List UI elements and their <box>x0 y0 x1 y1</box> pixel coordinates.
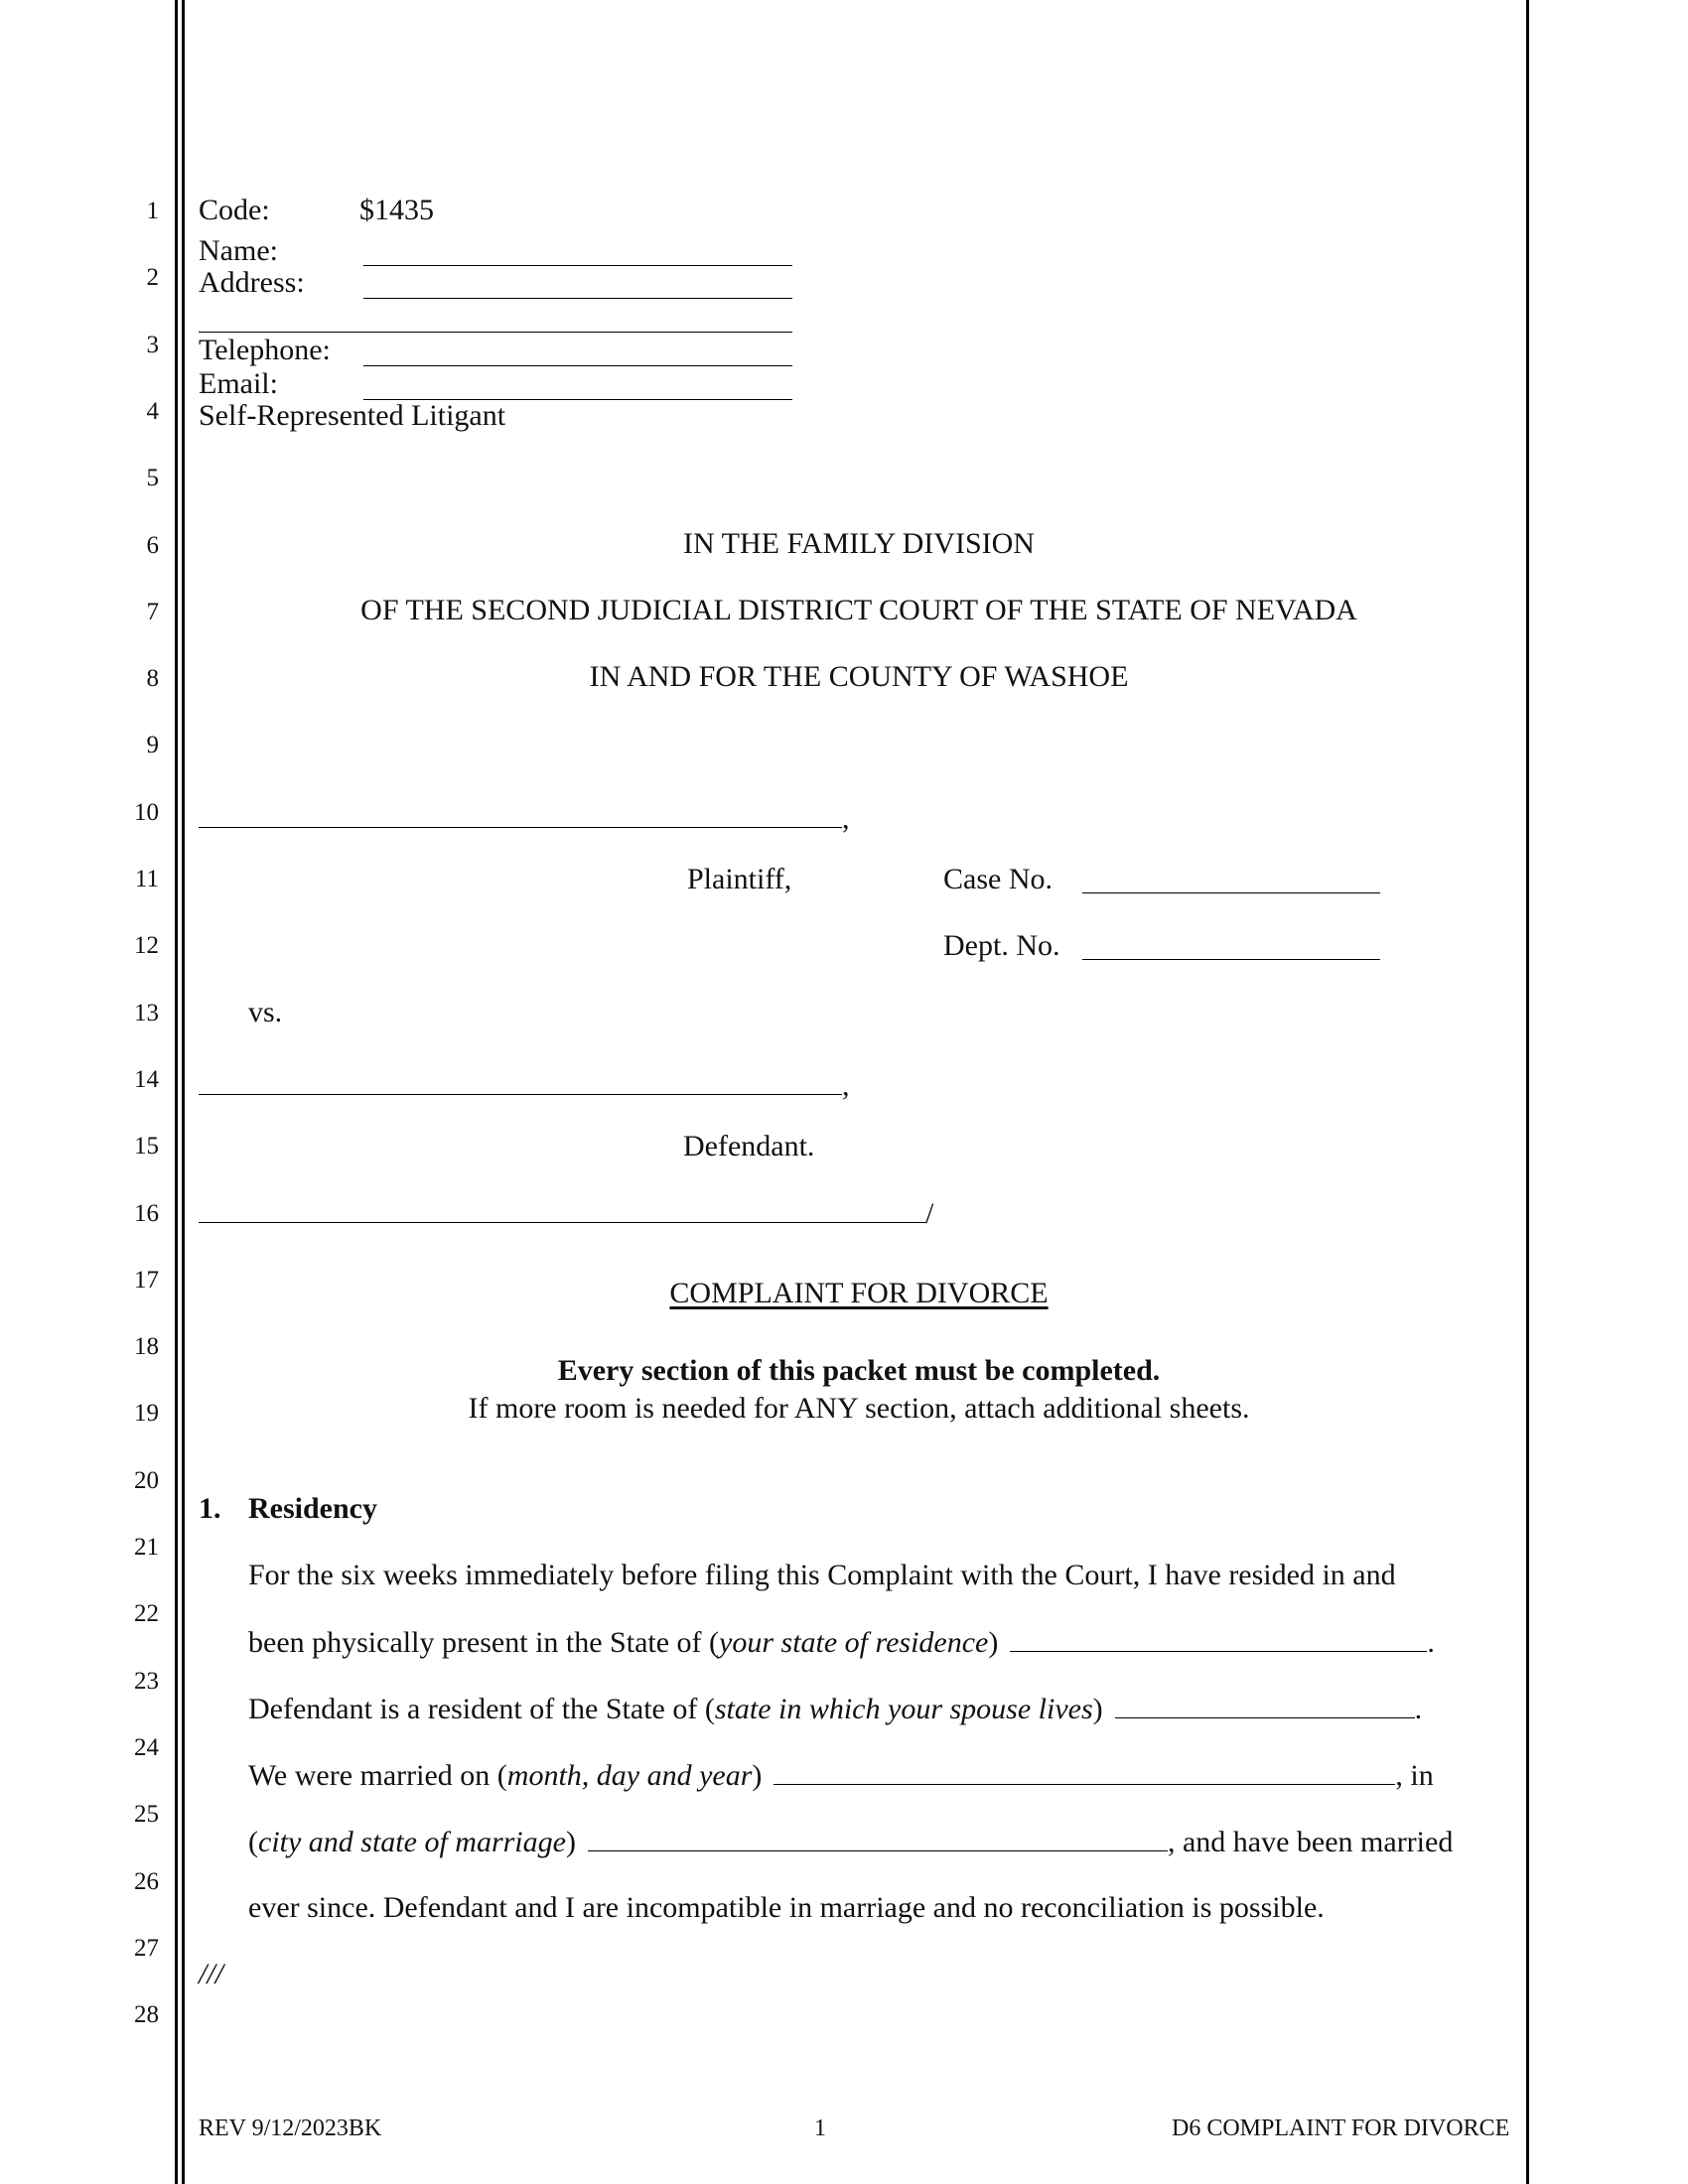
court-division: IN THE FAMILY DIVISION <box>683 527 1035 560</box>
dept-no-field[interactable] <box>1082 959 1380 960</box>
line-number: 16 <box>134 1199 159 1227</box>
line-number: 12 <box>134 932 159 960</box>
court-county: IN AND FOR THE COUNTY OF WASHOE <box>589 660 1129 693</box>
residency-line-6: ever since. Defendant and I are incompatible in marriage and no reconciliation is possible. <box>248 1891 1325 1924</box>
line-number: 18 <box>134 1333 159 1361</box>
plaintiff-name-line: , <box>199 803 850 834</box>
footer-revision: REV 9/12/2023BK <box>199 2116 382 2141</box>
code-label: Code: <box>199 194 270 226</box>
marriage-place-field[interactable] <box>588 1827 1168 1851</box>
marriage-date-field[interactable] <box>774 1760 1395 1785</box>
telephone-field[interactable] <box>363 365 792 366</box>
line-number: 21 <box>134 1534 159 1561</box>
defendant-name-field[interactable] <box>199 1070 842 1095</box>
email-label: Email: <box>199 367 278 400</box>
instructions-bold: Every section of this packet must be completed. <box>557 1354 1161 1387</box>
left-margin-rule-outer <box>175 0 178 2184</box>
line-number: 9 <box>146 732 159 759</box>
caption-close-line: / <box>199 1198 933 1229</box>
residency-line-5: (city and state of marriage) , and have been married <box>248 1826 1454 1858</box>
name-label: Name: <box>199 234 278 267</box>
line-number: 6 <box>146 531 159 559</box>
continuation-mark: /// <box>199 1958 224 1990</box>
address-label: Address: <box>199 266 305 299</box>
code-value: $1435 <box>359 194 434 226</box>
line-number: 23 <box>134 1667 159 1695</box>
line-number: 7 <box>146 598 159 625</box>
line-number: 1 <box>146 198 159 224</box>
section-heading-residency: Residency <box>248 1492 377 1525</box>
court-name: OF THE SECOND JUDICIAL DISTRICT COURT OF THE STATE OF NEVADA <box>360 594 1357 626</box>
line-number: 28 <box>134 2001 159 2029</box>
residency-line-3: Defendant is a resident of the State of (state in which your spouse lives) . <box>248 1693 1423 1725</box>
line-number: 8 <box>146 665 159 693</box>
residency-line-4: We were married on (month, day and year) , in <box>248 1759 1434 1792</box>
name-field[interactable] <box>363 265 792 266</box>
line-number: 2 <box>146 264 159 292</box>
state-of-residence-field[interactable] <box>1010 1627 1427 1652</box>
plaintiff-name-field[interactable] <box>199 803 842 828</box>
line-number: 10 <box>134 798 159 826</box>
line-number: 14 <box>134 1065 159 1093</box>
footer-form-name: D6 COMPLAINT FOR DIVORCE <box>1172 2116 1510 2141</box>
line-number: 17 <box>134 1266 159 1294</box>
plaintiff-label: Plaintiff, <box>687 863 792 895</box>
right-margin-rule <box>1526 0 1529 2184</box>
left-margin-rule-inner <box>182 0 185 2184</box>
document-title: COMPLAINT FOR DIVORCE <box>669 1277 1049 1309</box>
line-number: 19 <box>134 1400 159 1428</box>
spouse-state-field[interactable] <box>1115 1694 1415 1718</box>
footer-page-number: 1 <box>814 2116 826 2141</box>
residency-line-2: been physically present in the State of (your state of residence) . <box>248 1626 1435 1659</box>
address-field[interactable] <box>363 298 792 299</box>
line-number: 4 <box>146 397 159 425</box>
line-number: 26 <box>134 1867 159 1895</box>
line-number: 25 <box>134 1801 159 1829</box>
residency-line-1: For the six weeks immediately before filing this Complaint with the Court, I have resided in and <box>248 1559 1396 1591</box>
line-number: 27 <box>134 1934 159 1962</box>
line-number: 20 <box>134 1466 159 1494</box>
line-number: 3 <box>146 331 159 358</box>
defendant-name-line: , <box>199 1070 850 1101</box>
line-number: 15 <box>134 1133 159 1160</box>
line-number: 11 <box>134 866 159 892</box>
defendant-label: Defendant. <box>683 1130 815 1162</box>
line-number: 13 <box>134 999 159 1026</box>
address-field-line2[interactable] <box>199 332 792 333</box>
caption-close-rule <box>199 1198 925 1223</box>
versus-label: vs. <box>248 996 283 1028</box>
line-number: 24 <box>134 1733 159 1761</box>
self-represented-litigant: Self-Represented Litigant <box>199 399 506 432</box>
instructions-normal: If more room is needed for ANY section, attach additional sheets. <box>468 1392 1250 1425</box>
line-number: 5 <box>146 465 159 492</box>
dept-no-label: Dept. No. <box>943 929 1060 962</box>
telephone-label: Telephone: <box>199 334 331 366</box>
case-no-label: Case No. <box>943 863 1053 895</box>
case-no-field[interactable] <box>1082 892 1380 893</box>
line-number: 22 <box>134 1600 159 1628</box>
section-number: 1. <box>199 1492 221 1525</box>
